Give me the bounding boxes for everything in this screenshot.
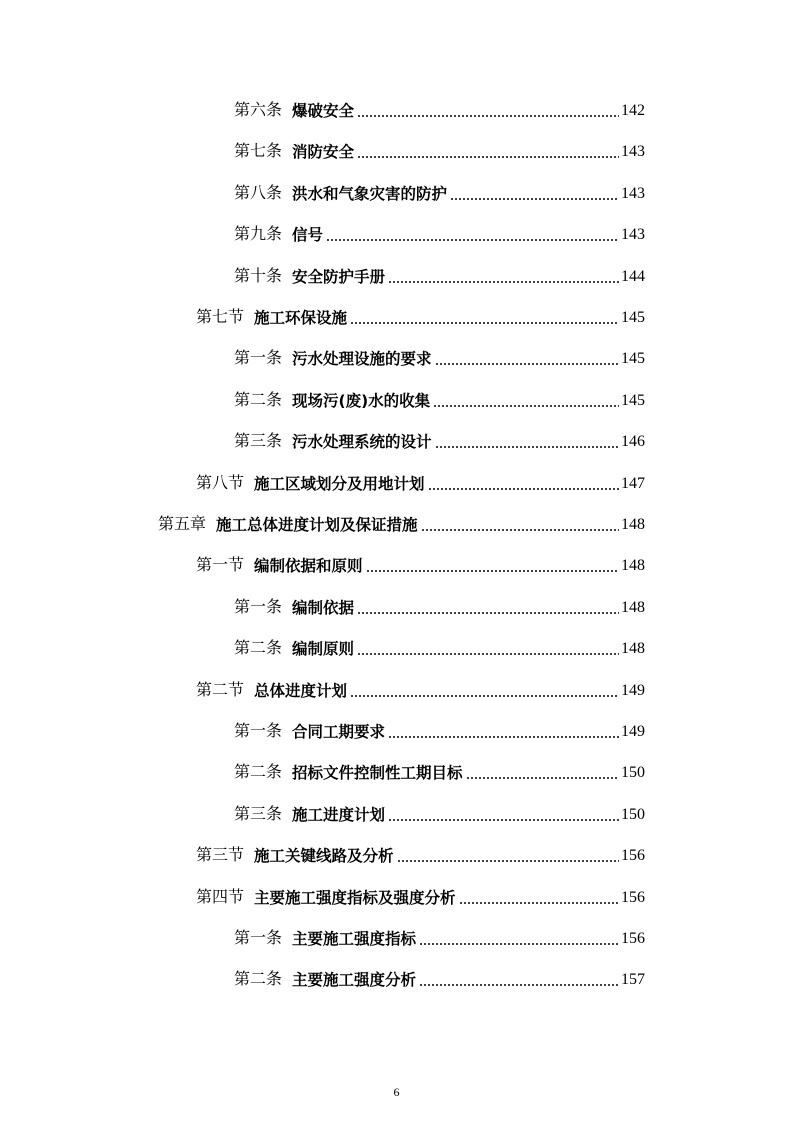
toc-entry-page: 145 [621, 392, 645, 409]
toc-entry-title: 主要施工强度指标 [292, 930, 417, 948]
toc-entry-title: 洪水和气象灾害的防护 [292, 185, 448, 203]
toc-entry-page: 143 [621, 226, 645, 243]
toc-entry-title: 施工关键线路及分析 [254, 847, 394, 865]
toc-entry-title: 主要施工强度分析 [292, 971, 417, 989]
toc-entry-number: 第七节 [196, 309, 245, 326]
dot-leader [419, 984, 619, 986]
toc-entry-title: 现场污(废)水的收集 [292, 392, 431, 410]
toc-entry-number: 第九条 [234, 226, 283, 243]
toc-entry-article[interactable] [234, 801, 645, 825]
toc-entry-title: 编制原则 [292, 640, 355, 658]
toc-entry-number: 第十条 [234, 268, 283, 285]
toc-entry-page: 147 [621, 475, 645, 492]
toc-entry-article[interactable] [234, 759, 645, 783]
toc-entry-page: 150 [621, 764, 645, 781]
toc-entry-article[interactable] [234, 345, 645, 369]
toc-entry-article[interactable] [234, 594, 645, 618]
dot-leader [366, 570, 619, 572]
dot-leader [435, 446, 619, 448]
toc-entry-article[interactable] [234, 428, 645, 452]
toc-entry-page: 149 [621, 723, 645, 740]
toc-entry-title: 施工总体进度计划及保证措施 [216, 516, 418, 534]
toc-entry-title: 编制依据和原则 [254, 557, 363, 575]
toc-entry-page: 146 [621, 433, 645, 450]
dot-leader [435, 363, 619, 365]
toc-entry-article[interactable] [234, 263, 645, 287]
dot-leader [388, 736, 619, 738]
toc-entry-number: 第一条 [234, 599, 283, 616]
toc-entry-page: 156 [621, 847, 645, 864]
toc-entry-title: 施工环保设施 [254, 309, 348, 327]
toc-entry-page: 144 [621, 268, 645, 285]
toc-entry-number: 第二条 [234, 640, 283, 657]
toc-entry-chapter[interactable] [158, 511, 645, 535]
toc-entry-article[interactable] [234, 387, 645, 411]
dot-leader [357, 115, 619, 117]
toc-entry-page: 145 [621, 309, 645, 326]
toc-entry-number: 第二条 [234, 764, 283, 781]
toc-entry-number: 第五章 [158, 516, 207, 533]
toc-entry-page: 150 [621, 806, 645, 823]
dot-leader [466, 777, 619, 779]
toc-entry-article[interactable] [234, 138, 645, 162]
toc-entry-title: 消防安全 [292, 143, 355, 161]
toc-entry-section[interactable] [196, 677, 645, 701]
toc-entry-title: 污水处理系统的设计 [292, 433, 432, 451]
toc-entry-article[interactable] [234, 635, 645, 659]
toc-entry-title: 总体进度计划 [254, 682, 348, 700]
toc-entry-title: 编制依据 [292, 599, 355, 617]
toc-entry-article[interactable] [234, 966, 645, 990]
toc-entry-number: 第八节 [196, 475, 245, 492]
toc-entry-title: 招标文件控制性工期目标 [292, 764, 463, 782]
dot-leader [357, 612, 619, 614]
toc-entry-section[interactable] [196, 884, 645, 908]
dot-leader [428, 488, 619, 490]
toc-entry-number: 第一条 [234, 723, 283, 740]
toc-entry-title: 施工进度计划 [292, 806, 386, 824]
toc-entry-article[interactable] [234, 180, 645, 204]
toc-entry-title: 主要施工强度指标及强度分析 [254, 889, 456, 907]
toc-entry-article[interactable] [234, 221, 645, 245]
toc-entry-section[interactable] [196, 304, 645, 328]
toc-entry-number: 第二节 [196, 682, 245, 699]
dot-leader [419, 943, 619, 945]
toc-entry-title: 爆破安全 [292, 102, 355, 120]
toc-entry-page: 149 [621, 682, 645, 699]
toc-entry-title: 合同工期要求 [292, 723, 386, 741]
toc-entry-title: 施工区域划分及用地计划 [254, 475, 425, 493]
toc-entry-page: 148 [621, 599, 645, 616]
dot-leader [388, 819, 619, 821]
toc-entry-number: 第三条 [234, 433, 283, 450]
toc-entry-number: 第一条 [234, 930, 283, 947]
toc-entry-page: 142 [621, 102, 645, 119]
page-number: 6 [393, 1085, 400, 1099]
toc-entry-number: 第六条 [234, 102, 283, 119]
toc-entry-number: 第四节 [196, 889, 245, 906]
toc-entry-number: 第一条 [234, 350, 283, 367]
dot-leader [357, 653, 619, 655]
toc-entry-title: 信号 [292, 226, 324, 244]
toc-entry-article[interactable] [234, 925, 645, 949]
toc-entry-title: 安全防护手册 [292, 268, 386, 286]
dot-leader [350, 695, 619, 697]
dot-leader [450, 198, 619, 200]
toc-entry-article[interactable] [234, 97, 645, 121]
toc-entry-page: 143 [621, 185, 645, 202]
toc-entry-page: 148 [621, 640, 645, 657]
toc-entry-page: 156 [621, 889, 645, 906]
dot-leader [350, 322, 619, 324]
toc-entry-title: 污水处理设施的要求 [292, 350, 432, 368]
toc-entry-article[interactable] [234, 718, 645, 742]
toc-entry-page: 145 [621, 350, 645, 367]
toc-entry-page: 148 [621, 557, 645, 574]
toc-entry-number: 第三节 [196, 847, 245, 864]
toc-entry-number: 第二条 [234, 392, 283, 409]
dot-leader [326, 239, 619, 241]
toc-entry-number: 第二条 [234, 971, 283, 988]
toc-entry-number: 第七条 [234, 143, 283, 160]
dot-leader [357, 156, 619, 158]
dot-leader [388, 281, 619, 283]
toc-entry-page: 148 [621, 516, 645, 533]
toc-entry-page: 143 [621, 143, 645, 160]
toc-entry-number: 第三条 [234, 806, 283, 823]
toc-entry-section[interactable] [196, 470, 645, 494]
toc-entry-section[interactable] [196, 552, 645, 576]
toc-entry-number: 第一节 [196, 557, 245, 574]
toc-entry-page: 157 [621, 971, 645, 988]
toc-entry-page: 156 [621, 930, 645, 947]
dot-leader [421, 529, 619, 531]
dot-leader [459, 902, 619, 904]
toc-entry-section[interactable] [196, 842, 645, 866]
toc-entry-number: 第八条 [234, 185, 283, 202]
dot-leader [397, 860, 619, 862]
dot-leader [433, 405, 619, 407]
